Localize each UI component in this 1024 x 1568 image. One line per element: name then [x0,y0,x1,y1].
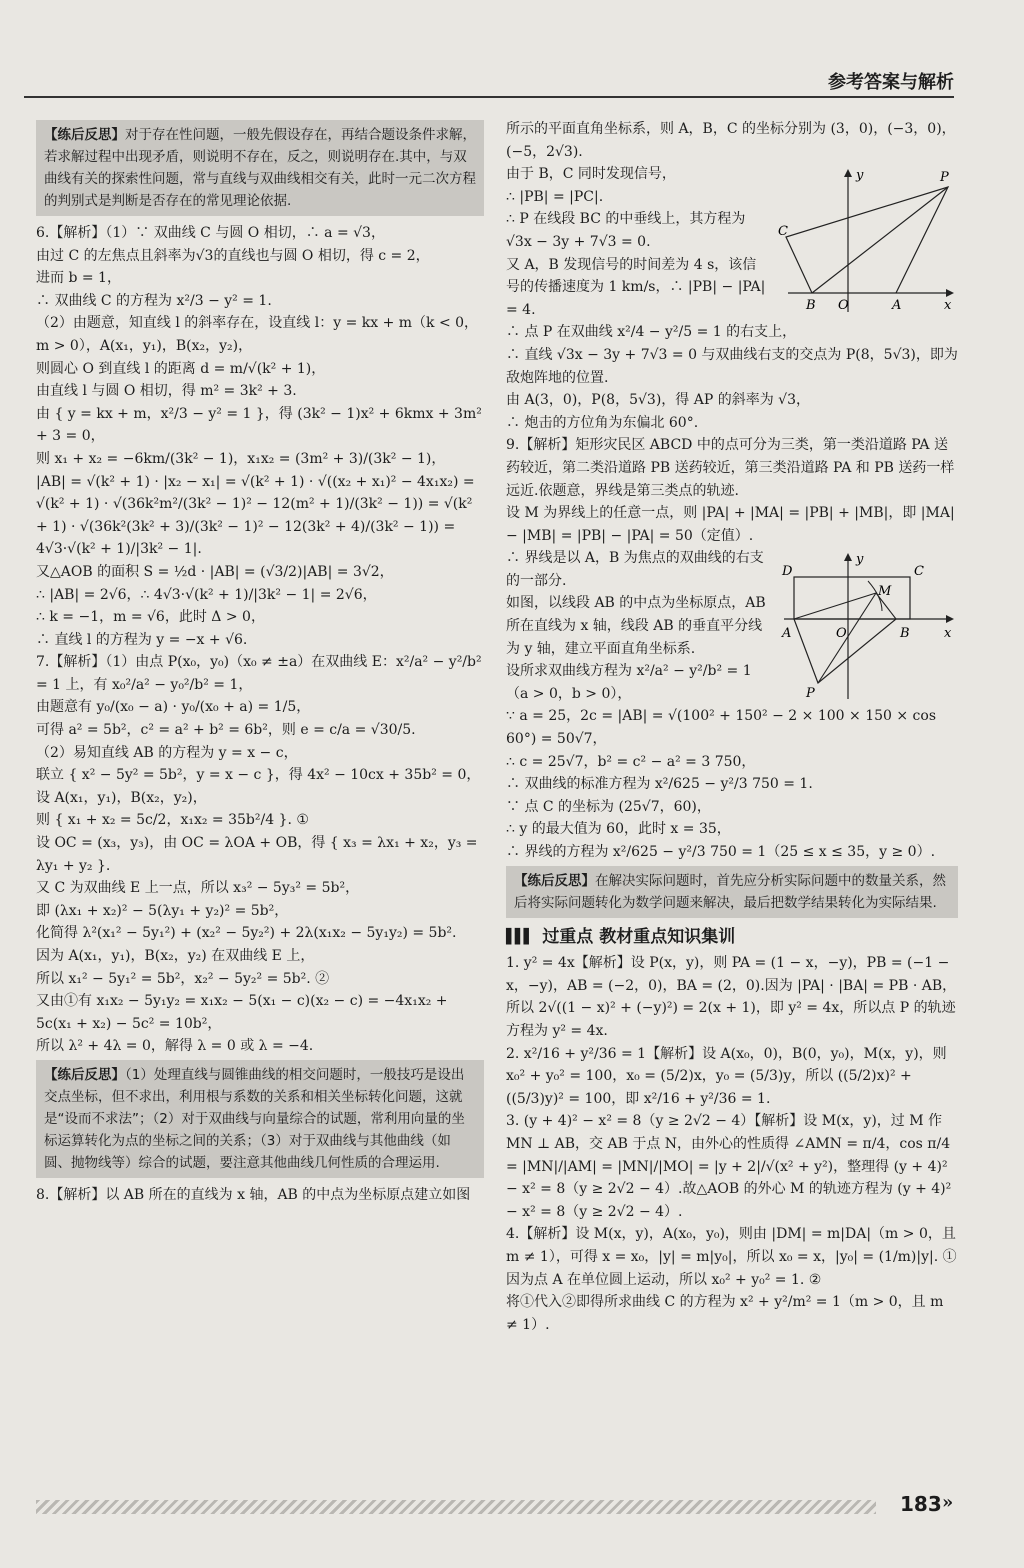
reflection-note-label: 【练后反思】 [514,872,595,889]
reflection-note [36,120,484,216]
fig2-label-o: O [836,626,847,642]
solution-line: ∴ 双曲线的标准方程为 x²/625 − y²/3 750 = 1. [506,776,813,793]
solution-line: 设 M 为界线上的任意一点，则 |PA| + |MA| = |PB| + |MB|，即 |MA| − |MB| = |PB| − |PA| = 50（定值）. [506,505,955,544]
solution-line: 因为点 A 在单位圆上运动，所以 x₀² + y₀² = 1. ② [506,1271,822,1288]
solution-line: 2. x²/16 + y²/36 = 1【解析】设 A(x₀，0)，B(0，y₀)，M(x，y)，则 x₀² + y₀² = 100，x₀ = (5/2)x，y₀ = (5/3)y，所以 ((5/2)x)² + ((5/3)y)² = 100，即 x²/16 + y²/36 = 1. [506,1045,947,1107]
solution-line: ∴ 直线 √3x − 3y + 7√3 = 0 与双曲线右支的交点为 P(8，5√3)，即为敌炮阵地的位置. [506,346,958,386]
solution-line: 联立 { x² − 5y² = 5b²，y = x − c }，得 4x² − 10cx + 35b² = 0， [36,767,481,784]
page-header [24,68,954,98]
fig1-label-b: B [806,298,816,314]
solution-line: 9.【解析】矩形灾民区 ABCD 中的点可分为三类，第一类沿道路 PA 送药较近，第二类沿道路 PB 送药较近，第三类沿道路 PA 和 PB 送药一样远近.依题意，界线是第三类点的轨迹. [506,437,955,499]
fig1-label-c: C [778,224,788,240]
solution-line: ∴ 炮击的方位角为东偏北 60°. [506,414,699,431]
section-heading-text: 过重点 教材重点知识集训 [542,926,736,947]
page-number: 183 [900,1492,942,1516]
solution-line: 由于 B，C 同时发现信号， [506,166,676,183]
footer-stripe [36,1500,876,1514]
solution-line: ∴ 点 P 在双曲线 x²/4 − y²/5 = 1 的右支上， [506,324,797,341]
solution-line: 所以 λ² + 4λ = 0，解得 λ = 0 或 λ = −4. [36,1038,314,1055]
solution-line: 如图，以线段 AB 的中点为坐标原点，AB 所在直线为 x 轴，线段 AB 的垂直平分线为 y 轴，建立平面直角坐标系. [506,595,766,657]
reflection-note-label: 【练后反思】 [44,1066,125,1083]
left-column [36,118,484,1207]
fig1-label-p: P [940,170,949,186]
reflection-note-label: 【练后反思】 [44,127,125,143]
solution-line: 设所求双曲线方程为 x²/a² − y²/b² = 1（a > 0，b > 0）， [506,663,752,702]
fig1-label-o: O [838,298,849,314]
solution-line: ∵ 点 C 的坐标为 (25√7，60)， [506,798,711,815]
solution-line: 则 x₁ + x₂ = −6km/(3k² − 1)，x₁x₂ = (3m² + 3)/(3k² − 1)， [36,450,446,467]
page-header-title: 参考答案与解析 [828,72,954,93]
solution-line: ∵ a = 25，2c = |AB| = √(100² + 150² − 2 × 100 × 150 × cos 60°) = 50√7， [506,708,937,748]
solution-line: ∴ |PB| = |PC|. [506,188,604,205]
solution-line: 将①代入②即得所求曲线 C 的方程为 x² + y²/m² = 1（m > 0，且 m ≠ 1）. [506,1294,944,1333]
right-column [506,118,958,1336]
solution-line: 进而 b = 1， [36,270,121,287]
solution-line: 1. y² = 4x【解析】设 P(x，y)，则 PA = (1 − x，−y)，PB = (−1 − x，−y)，AB = (−2，0)，BA = (2，0).因为 |PA| · |BA| = PB · AB，所以 2√((1 − x)² + (−y)²) = 2(x + 1)，即 y² = 4x，所以点 P 的轨迹方程为 y² = 4x. [506,955,957,1039]
section-bars-icon: ▌▌▌ [506,928,533,945]
solution-line: ∴ 双曲线 C 的方程为 x²/3 − y² = 1. [36,292,272,309]
figure-rectangle-abcd [778,551,958,701]
solution-line: 化简得 λ²(x₁² − 5y₁²) + (x₂² − 5y₂²) + 2λ(x₁x₂ − 5y₁y₂) = 5b². [36,925,457,942]
solution-line: （2）易知直线 AB 的方程为 y = x − c， [36,744,298,761]
fig2-label-x: x [944,626,952,642]
reflection-note-text: （1）处理直线与圆锥曲线的相交问题时，一般技巧是设出交点坐标，但不求出，利用根与系数的关系和相关坐标转化问题，这就是“设而不求法”；（2）对于双曲线与向量综合的试题，常利用向量的坐标运算转化为点的坐标之间的关系；（3）对于双曲线与其他曲线（如圆、抛物线等）综合的试题，要注意其他曲线几何性质的合理运用. [44,1066,465,1171]
solution-line: ∴ |AB| = 2√6，∴ 4√3·√(k² + 1)/|3k² − 1| = 2√6， [36,586,377,603]
fig2-label-b: B [900,626,910,642]
solution-line: 即 (λx₁ + x₂)² − 5(λy₁ + y₂)² = 5b²， [36,902,289,919]
solution-line: 由题意有 y₀/(x₀ − a) · y₀/(x₀ + a) = 1/5， [36,699,311,716]
solution-line: 6.【解析】（1）∵ 双曲线 C 与圆 O 相切，∴ a = √3， [36,225,385,241]
solution-line: 4.【解析】设 M(x，y)，A(x₀，y₀)，则由 |DM| = m|DA|（m > 0，且 m ≠ 1），可得 x = x₀，|y| = m|y₀|，所以 x₀ = x，|y₀| = (1/m)|y|. ① [506,1226,957,1265]
solution-line: 由过 C 的左焦点且斜率为√3的直线也与圆 O 相切，得 c = 2， [36,247,430,264]
fig2-label-m: M [878,584,892,600]
figure-coordinate-bcp [778,167,958,317]
solution-line: 由直线 l 与圆 O 相切，得 m² = 3k² + 3. [36,383,297,400]
solution-line: 又由①有 x₁x₂ − 5y₁y₂ = x₁x₂ − 5(x₁ − c)(x₂ − c) = −4x₁x₂ + 5c(x₁ + x₂) − 5c² = 10b²， [36,993,448,1032]
solution-line: ∴ 直线 l 的方程为 y = −x + √6. [36,631,248,648]
fig2-label-p: P [806,686,815,702]
reflection-note-text: 对于存在性问题，一般先假设存在，再结合题设条件求解，若求解过程中出现矛盾，则说明不存在，反之，则说明存在.其中，与双曲线有关的探索性问题，常与直线与双曲线相交有关，此时一元二次方程的判别式是判断是否存在的常见理论依据. [44,127,476,209]
solution-line: ∴ P 在线段 BC 的中垂线上，其方程为 √3x − 3y + 7√3 = 0. [506,211,746,250]
solution-line: ∴ y 的最大值为 60，此时 x = 35， [506,821,731,838]
solution-line: 又 C 为双曲线 E 上一点，所以 x₃² − 5y₃² = 5b²， [36,880,360,897]
solution-line: ∴ 界线的方程为 x²/625 − y²/3 750 = 1（25 ≤ x ≤ 35，y ≥ 0）. [506,844,936,860]
solution-line: 所以 x₁² − 5y₁² = 5b²，x₂² − 5y₂² = 5b². ② [36,970,330,987]
solution-line: 7.【解析】（1）由点 P(x₀，y₀)（x₀ ≠ ±a）在双曲线 E：x²/a² − y²/b² = 1 上，有 x₀²/a² − y₀²/b² = 1， [36,654,482,693]
reflection-note-text: 在解决实际问题时，首先应分析实际问题中的数量关系，然后将实际问题转化为数学问题来解决，最后把数学结果转化为实际结果. [514,872,946,911]
fig2-label-a: A [782,626,792,642]
fig2-label-y: y [856,552,864,568]
solution-line: 则 { x₁ + x₂ = 5c/2，x₁x₂ = 35b²/4 }. ① [36,812,309,829]
solution-line: （2）由题意，知直线 l 的斜率存在，设直线 l：y = kx + m（k < 0，m > 0），A(x₁，y₁)，B(x₂，y₂)， [36,315,479,354]
reflection-note [36,1060,484,1178]
solution-line: 设 A(x₁，y₁)，B(x₂，y₂)， [36,789,207,806]
solution-line: 则圆心 O 到直线 l 的距离 d = m/√(k² + 1)， [36,360,326,377]
fig1-label-y: y [856,168,864,184]
reflection-note [506,866,958,918]
fig1-label-x: x [944,298,952,314]
solution-line: 所示的平面直角坐标系，则 A，B，C 的坐标分别为 (3，0)，(−3，0)，(−5，2√3). [506,121,956,160]
solution-line: 由 A(3，0)，P(8，5√3)，得 AP 的斜率为 √3， [506,392,810,409]
fig2-label-d: D [782,564,793,580]
fig1-label-a: A [892,298,902,314]
section-heading [506,926,958,949]
solution-line: 设 OC = (x₃，y₃)，由 OC = λOA + OB，得 { x₃ = λx₁ + x₂，y₃ = λy₁ + y₂ }. [36,835,478,874]
solution-line: |AB| = √(k² + 1) · |x₂ − x₁| = √(k² + 1) · √((x₂ + x₁)² − 4x₁x₂) = √(k² + 1) · √(36k²m²/(3k² − 1)² − 12(m² + 1)/(3k² − 1)) = √(k² + 1) · √(36k²(3k² + 3)/(3k² − 1)² − 12(3k² + 4)/(3k² − 1)) = 4√3·√(k² + 1)/|3k² − 1|. [36,473,475,558]
solution-line: ∴ k = −1，m = √6，此时 Δ > 0， [36,609,265,626]
solution-line: 因为 A(x₁，y₁)，B(x₂，y₂) 在双曲线 E 上， [36,948,315,964]
fig2-label-c: C [914,564,924,580]
next-page-arrow: » [942,1492,954,1513]
solution-line: 8.【解析】以 AB 所在的直线为 x 轴，AB 的中点为坐标原点建立如图 [36,1186,471,1203]
solution-line: 由 { y = kx + m，x²/3 − y² = 1 }，得 (3k² − 1)x² + 6kmx + 3m² + 3 = 0， [36,405,482,445]
solution-line: 又△AOB 的面积 S = ½d · |AB| = (√3/2)|AB| = 3√2， [36,563,394,580]
solution-line: ∴ 界线是以 A，B 为焦点的双曲线的右支的一部分. [506,550,764,589]
solution-line: 又 A，B 发现信号的时间差为 4 s，该信号的传播速度为 1 km/s，∴ |PB| − |PA| = 4. [506,256,766,318]
solution-line: ∴ c = 25√7，b² = c² − a² = 3 750， [506,753,756,770]
solution-line: 3. (y + 4)² − x² = 8（y ≥ 2√2 − 4）【解析】设 M(x，y)，过 M 作 MN ⊥ AB，交 AB 于点 N，由外心的性质得 ∠AMN = π/4，cos π/4 = |MN|/|AM| = |MN|/|MO| = |y + 2|/√(x² + y²)，整理得 (y + 4)² − x² = 8（y ≥ 2√2 − 4）.故△AOB 的外心 M 的轨迹方程为 (y + 4)² − x² = 8（y ≥ 2√2 − 4）. [506,1113,952,1220]
solution-line: 可得 a² = 5b²，c² = a² + b² = 6b²，则 e = c/a = √30/5. [36,722,416,739]
